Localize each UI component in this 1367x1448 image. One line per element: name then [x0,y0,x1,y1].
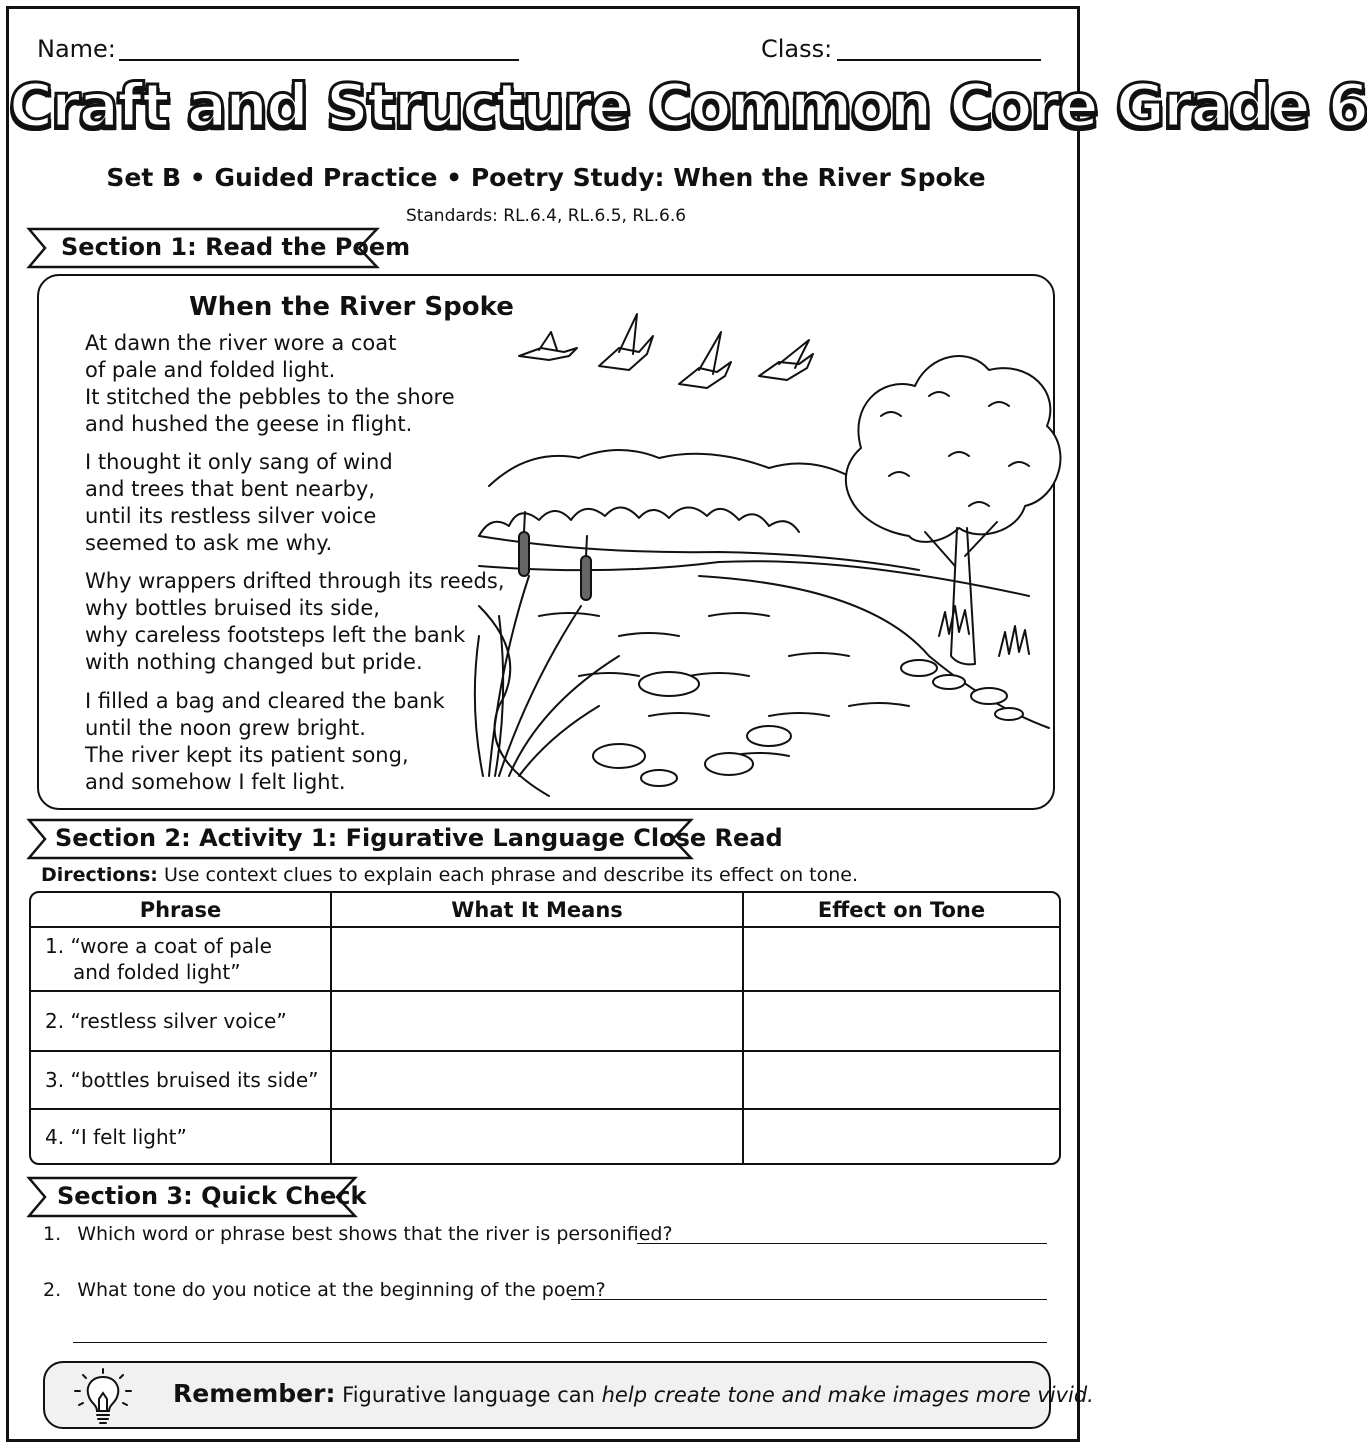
poem-box [37,274,1055,810]
meaning-answer-cell[interactable] [331,1051,743,1109]
table-row [31,1109,1059,1163]
poem-line: and trees that bent nearby, [85,477,376,501]
question-2-answer-line-2[interactable] [73,1342,1047,1343]
section2-banner [27,818,783,860]
poem-line: Why wrappers drifted through its reeds, [85,569,505,593]
poem-line: and somehow I felt light. [85,770,346,794]
row-number: 1. [45,934,65,958]
poem-line: why careless footsteps left the bank [85,623,466,647]
table-row [31,1051,1059,1109]
poem-line: It stitched the pebbles to the shore [85,385,455,409]
section1-banner [27,227,411,269]
poem-line: The river kept its patient song, [85,743,409,767]
phrase-text: “wore a coat of pale [70,934,272,958]
tone-answer-cell[interactable] [743,927,1059,991]
remember-box [43,1361,1094,1429]
directions-text: Use context clues to explain each phrase and describe its effect on tone. [163,864,859,886]
poem-line: with nothing changed but pride. [85,650,423,674]
question-2-answer-line[interactable] [571,1299,1047,1300]
remember-label: Remember: [173,1379,336,1408]
meaning-answer-cell[interactable] [331,1109,743,1163]
col-header-tone: Effect on Tone [743,893,1059,927]
figurative-language-table [29,891,1061,1165]
poem-line: and hushed the geese in flight. [85,412,413,436]
geese-illustration [519,314,813,388]
river-landscape-illustration [469,236,1059,806]
phrase-cell [31,991,331,1051]
row-number: 4. [45,1124,65,1149]
phrase-text: “bottles bruised its side” [70,1068,319,1092]
table-row [31,927,1059,991]
name-label: Name: [37,35,116,63]
class-answer-line[interactable] [837,59,1041,61]
remember-text-italic: help create tone and make images more vivid. [601,1383,1094,1407]
section2-heading: Section 2: Activity 1: Figurative Language Close Read [55,824,783,852]
question-number: 1. [43,1223,62,1245]
directions-label: Directions: [41,864,158,886]
question-1 [43,1223,673,1245]
col-header-meaning: What It Means [331,893,743,927]
poem-title: When the River Spoke [189,292,514,322]
question-2 [43,1279,606,1301]
poem-line: At dawn the river wore a coat [85,331,397,355]
poem-stanza-3 [85,568,505,676]
row-number: 2. [45,1009,65,1033]
phrase-cell [31,1051,331,1109]
col-header-phrase: Phrase [31,893,331,927]
lightbulb-icon [71,1367,135,1427]
tone-answer-cell[interactable] [743,1109,1059,1163]
poem-stanza-2 [85,449,393,557]
directions [41,864,858,886]
name-answer-line[interactable] [119,59,519,61]
poem-stanza-1 [85,330,455,438]
phrase-text: “restless silver voice” [70,1009,287,1033]
question-text: Which word or phrase best shows that the river is personified? [77,1223,673,1245]
phrase-cell [31,1109,331,1163]
tone-answer-cell[interactable] [743,991,1059,1051]
meaning-answer-cell[interactable] [331,927,743,991]
poem-line: until the noon grew bright. [85,716,366,740]
poem-line: until its restless silver voice [85,504,377,528]
section1-heading: Section 1: Read the Poem [61,233,411,261]
table-header-row [31,893,1059,927]
question-number: 2. [43,1279,62,1301]
page-title: Craft and Structure Common Core Grade 6 [9,71,1367,141]
poem-line: I thought it only sang of wind [85,450,393,474]
question-1-answer-line[interactable] [637,1243,1047,1244]
meaning-answer-cell[interactable] [331,991,743,1051]
poem-stanza-4 [85,688,445,796]
remember-text-plain: Figurative language can [342,1383,595,1407]
section3-banner [27,1176,367,1218]
poem-line: I filled a bag and cleared the bank [85,689,445,713]
poem-line: why bottles bruised its side, [85,596,380,620]
remember-text [173,1379,1094,1408]
phrase-cell [31,927,331,991]
poem-line: seemed to ask me why. [85,531,333,555]
page-subtitle: Set B • Guided Practice • Poetry Study: When the River Spoke [106,163,986,192]
tone-answer-cell[interactable] [743,1051,1059,1109]
worksheet-page [6,6,1367,1442]
class-label: Class: [761,35,833,63]
phrase-text-cont: and folded light” [73,960,241,984]
phrase-text: “I felt light” [70,1124,187,1149]
table-row [31,991,1059,1051]
row-number: 3. [45,1068,65,1092]
poem-line: of pale and folded light. [85,358,336,382]
section3-heading: Section 3: Quick Check [57,1182,367,1210]
question-text: What tone do you notice at the beginning of the poem? [77,1279,606,1301]
standards-text: Standards: RL.6.4, RL.6.5, RL.6.6 [405,206,687,226]
